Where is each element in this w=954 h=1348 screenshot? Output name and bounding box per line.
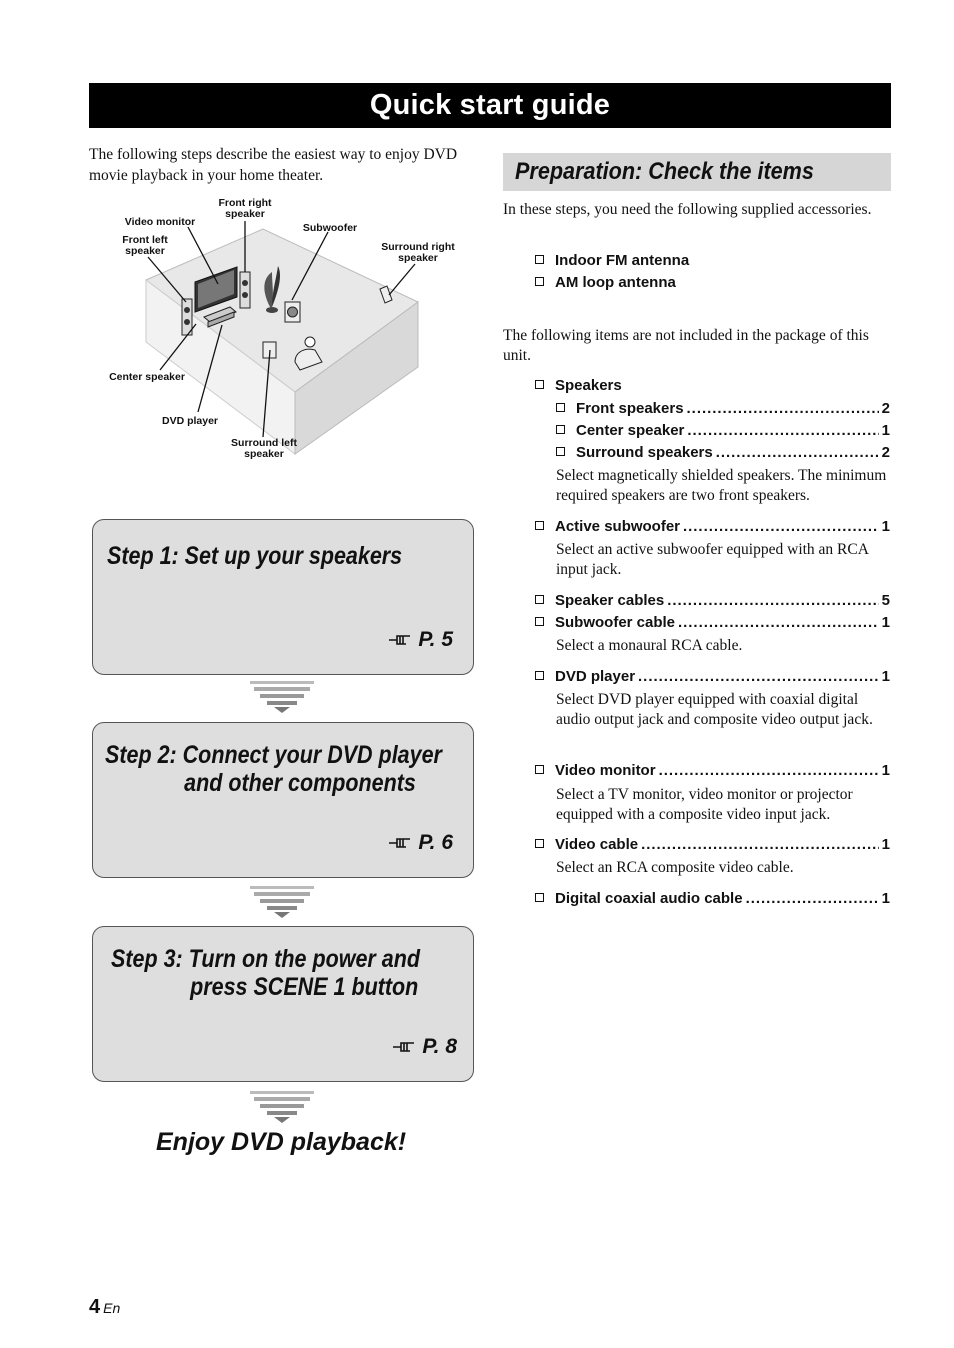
page-title: Quick start guide: [369, 89, 611, 121]
step-1-page-ref[interactable]: [388, 628, 453, 652]
checklist-item-video-monitor: Video monitor . . . 1: [535, 761, 890, 781]
checklist-item-am-antenna: AM loop antenna: [535, 273, 890, 293]
checklist-item-speaker-cables: Speaker cables . . . 5: [535, 591, 890, 611]
step-1-page: P. 5: [418, 628, 453, 651]
dvd-player-note: Select DVD player equipped with coaxial digital audio output jack and composite video output jack.: [556, 691, 873, 728]
step-2-page: P. 6: [418, 831, 453, 854]
label-video-monitor: Video monitor: [124, 216, 196, 228]
checklist-item-center-speaker: Center speaker . . . 1: [556, 421, 890, 441]
step-1-card: [92, 519, 474, 675]
label-front-right-1: Front right: [218, 197, 272, 209]
intro-text: The following steps describe the easiest way to enjoy DVD movie playback in your home theater.: [89, 146, 458, 184]
step-2-title-line2: and other components: [184, 769, 416, 797]
label-front-left-1: Front left: [122, 234, 168, 246]
video-cable-note: Select an RCA composite video cable.: [556, 859, 794, 876]
checklist-item-fm-antenna: Indoor FM antenna: [535, 251, 890, 271]
checklist-item-speakers: Speakers: [535, 376, 890, 396]
checkbox-icon: [535, 765, 544, 774]
checkbox-icon: [556, 403, 565, 412]
step-1-title: [107, 542, 402, 570]
label-surround-left-1: Surround left: [231, 437, 297, 449]
checkbox-icon: [556, 425, 565, 434]
page-number-value: 4: [89, 1296, 101, 1318]
chevron-down-icon: [250, 886, 314, 918]
checkbox-icon: [535, 255, 544, 264]
preparation-heading-text: Preparation: Check the items: [515, 158, 814, 185]
step-2-title-line1: Step 2: Connect your DVD player: [105, 741, 442, 769]
label-front-left-2: speaker: [125, 245, 165, 257]
supplied-intro: In these steps, you need the following supplied accessories.: [503, 201, 872, 218]
checkbox-icon: [535, 671, 544, 680]
page-language: En: [103, 1300, 121, 1316]
pointing-hand-icon: [392, 1038, 416, 1056]
pointing-hand-icon: [388, 834, 412, 852]
step-2-page-ref[interactable]: [388, 831, 453, 855]
label-subwoofer: Subwoofer: [302, 222, 358, 234]
label-surround-right-1: Surround right: [381, 241, 455, 253]
video-monitor-note: Select a TV monitor, video monitor or projector equipped with a composite video input jack.: [556, 786, 853, 823]
not-included-intro: The following items are not included in the package of this unit.: [503, 327, 869, 364]
enjoy-heading: Enjoy DVD playback!: [156, 1128, 407, 1156]
preparation-heading: [503, 153, 891, 191]
checkbox-icon: [535, 521, 544, 530]
page-number: [89, 1296, 120, 1319]
step-2-title: [105, 741, 442, 797]
checkbox-icon: [535, 617, 544, 626]
subwoofer-note: Select an active subwoofer equipped with an RCA input jack.: [556, 541, 869, 578]
checklist-item-subwoofer-cable: Subwoofer cable . . . 1: [535, 613, 890, 633]
step-3-card: [92, 926, 474, 1082]
checkbox-icon: [535, 277, 544, 286]
step-3-title-line2: press SCENE 1 button: [190, 973, 419, 1001]
step-1-title-line1: Step 1: Set up your speakers: [107, 542, 403, 570]
checklist-item-front-speakers: Front speakers . . . 2: [556, 399, 890, 419]
chevron-down-icon: [250, 681, 314, 713]
page-title-banner: [89, 83, 891, 128]
checklist-item-dvd-player: DVD player . . . 1: [535, 667, 890, 687]
speakers-note: Select magnetically shielded speakers. The minimum required speakers are two front speakers.: [556, 467, 887, 504]
label-front-right-2: speaker: [225, 208, 265, 220]
checklist-item-coax-cable: Digital coaxial audio cable . . . 1: [535, 889, 890, 909]
checkbox-icon: [535, 893, 544, 902]
checklist-item-video-cable: Video cable . . . 1: [535, 835, 890, 855]
checkbox-icon: [535, 595, 544, 604]
checkbox-icon: [535, 380, 544, 389]
step-2-card: [92, 722, 474, 878]
step-3-title: [111, 945, 420, 1001]
label-dvd-player: DVD player: [161, 415, 219, 427]
checklist-item-surround-speakers: Surround speakers . . . 2: [556, 443, 890, 463]
checkbox-icon: [556, 447, 565, 456]
label-surround-left-2: speaker: [244, 448, 284, 460]
pointing-hand-icon: [388, 631, 412, 649]
label-surround-right-2: speaker: [398, 252, 438, 264]
step-3-page: P. 8: [422, 1035, 457, 1058]
chevron-down-icon: [250, 1091, 314, 1123]
subwoofer-cable-note: Select a monaural RCA cable.: [556, 637, 743, 654]
checkbox-icon: [535, 839, 544, 848]
home-theater-diagram: [100, 192, 465, 467]
checklist-item-subwoofer: Active subwoofer . . . 1: [535, 517, 890, 537]
label-center-speaker: Center speaker: [109, 371, 185, 383]
step-3-page-ref[interactable]: [392, 1035, 457, 1059]
step-3-title-line1: Step 3: Turn on the power and: [111, 945, 420, 973]
